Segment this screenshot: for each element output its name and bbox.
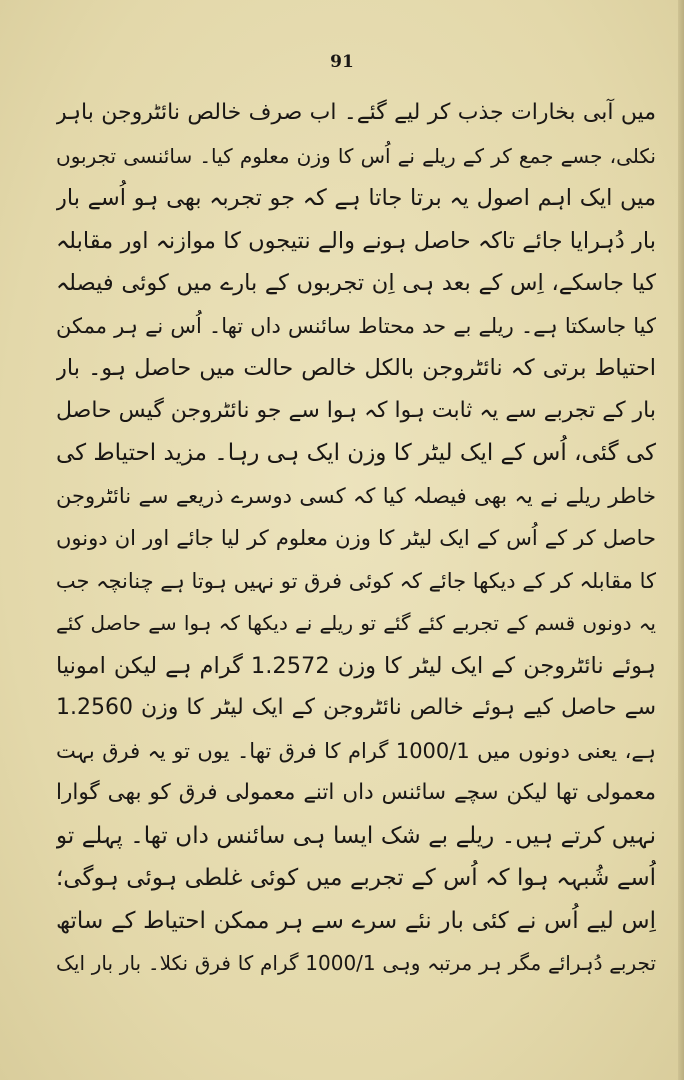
page-number: 91	[330, 52, 354, 72]
text-line: نہیں کرتے ہیں۔ ریلے بے شک ایسا ہی سائنس داں تھا۔ پہلے تو	[56, 822, 656, 849]
text-line: حاصل کر کے اُس کے ایک لیٹر کا وزن معلوم کر لیا جائے اور ان دونوں	[56, 526, 656, 550]
text-line: اِس لیے اُس نے کئی بار نئے سرے سے ہر ممکن احتیاط کے ساتھ	[56, 907, 656, 934]
text-line: ہوئے نائٹروجن کے ایک لیٹر کا وزن 1.2572 گرام ہے لیکن امونیا	[56, 652, 656, 679]
text-line: احتیاط برتی کہ نائٹروجن بالکل خالص حالت میں حاصل ہو۔ بار	[56, 355, 656, 381]
text-line: سے حاصل کیے ہوئے خالص نائٹروجن کے ایک لیٹر کا وزن 1.2560	[56, 695, 656, 720]
text-line: میں آبی بخارات جذب کر لیے گئے۔ اب صرف خالص نائٹروجن باہر	[56, 100, 656, 125]
text-line: خاطر ریلے نے یہ بھی فیصلہ کیا کہ کسی دوسرے ذریعے سے نائٹروجن	[56, 483, 656, 508]
text-line: کا مقابلہ کر کے دیکھا جائے کہ کوئی فرق تو نہیں ہوتا ہے چنانچہ جب	[56, 568, 656, 593]
text-line: یہ دونوں قسم کے تجربے کئے گئے تو ریلے نے دیکھا کہ ہوا سے حاصل کئے	[56, 611, 656, 635]
text-line: ہے، یعنی دونوں میں 1000/1 گرام کا فرق تھا۔ یوں تو یہ فرق بہت	[56, 738, 656, 763]
text-line: کی گئی، اُس کے ایک لیٹر کا وزن ایک ہی رہا۔ مزید احتیاط کی	[56, 440, 656, 466]
text-line: تجربے دُہرائے مگر ہر مرتبہ وہی 1000/1 گرام کا فرق نکلا۔ بار بار ایک	[56, 951, 656, 975]
text-line: بار کے تجربے سے یہ ثابت ہوا کہ ہوا سے جو نائٹروجن گیس حاصل	[56, 397, 656, 423]
text-line: کیا جاسکے، اِس کے بعد ہی اِن تجربوں کے بارے میں کوئی فیصلہ	[56, 270, 656, 296]
text-line: میں ایک اہم اصول یہ برتا جاتا ہے کہ جو تجربہ بھی ہو اُسے بار	[56, 185, 656, 211]
page-body-text	[56, 92, 656, 985]
text-line: معمولی تھا لیکن سچے سائنس داں اتنے معمولی فرق کو بھی گوارا	[56, 780, 656, 805]
text-line: بار دُہرایا جائے تاکہ حاصل ہونے والے نتیجوں کا موازنہ اور مقابلہ	[56, 227, 656, 254]
text-line: اُسے شُبہہ ہوا کہ اُس کے تجربے میں کوئی غلطی ہوئی ہوگی؛	[56, 865, 656, 891]
text-line: کیا جاسکتا ہے۔ ریلے بے حد محتاط سائنس داں تھا۔ اُس نے ہر ممکن	[56, 313, 656, 338]
page-edge	[678, 0, 684, 1080]
text-line: نکلی، جسے جمع کر کے ریلے نے اُس کا وزن معلوم کیا۔ سائنسی تجربوں	[56, 143, 656, 168]
